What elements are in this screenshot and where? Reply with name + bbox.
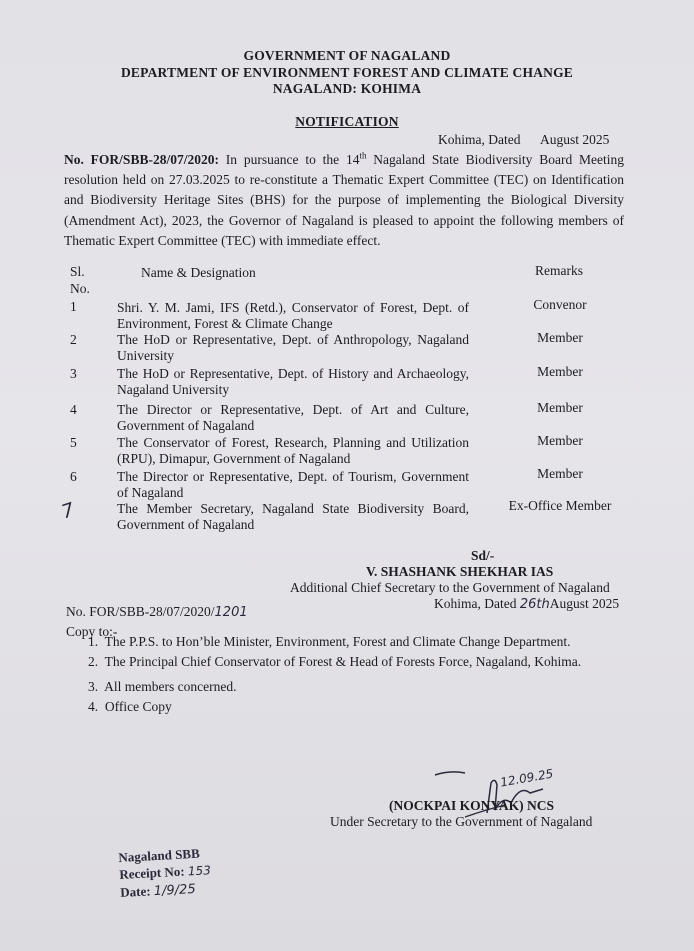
notification-ref-no: No. FOR/SBB-28/07/2020: — [64, 152, 219, 167]
copy-item-2: 2. The Principal Chief Conservator of Forest & Head of Forests Force, Nagaland, Kohima. — [88, 654, 582, 669]
notification-date: Kohima, Dated August 2025 — [438, 132, 610, 147]
row-1-remarks: Convenor — [533, 297, 587, 312]
col-header-name: Name & Designation — [141, 265, 256, 280]
receipt-date-handwritten: 1/9/25 — [153, 882, 197, 900]
col-header-sl: Sl. — [70, 264, 85, 279]
row-2-name: The HoD or Representative, Dept. of Anthropology, Nagaland University — [117, 332, 469, 363]
body-superscript: th — [359, 150, 367, 161]
receipt-number-handwritten: 153 — [187, 863, 212, 879]
receipt-number-label: Receipt No: — [118, 863, 185, 882]
receipt-stamp — [118, 844, 212, 902]
row-7-name: The Member Secretary, Nagaland State Biodiversity Board, Government of Nagaland — [117, 501, 469, 532]
body-text-b: Nagaland State Biodiversity Board Meeting resolution held on 27.03.2025 to re-constitute a Thematic Expert Committee (TEC) on Identification and Biodiversity Heritage Sites (BHS) for the purpose of implementing the Biological Diversity (Amendment Act), 2023, the Governor of Nagaland is pleased to appoint the following members of Thematic Expert Committee (TEC) with immediate effect. — [64, 152, 625, 248]
copy-ref-no — [66, 604, 248, 620]
copy-to-label: Copy to:- — [66, 624, 118, 639]
row-4-sl: 4 — [70, 402, 77, 417]
row-7-sl-handwritten: 7 — [58, 498, 78, 524]
row-2-remarks: Member — [537, 330, 583, 345]
row-5-remarks: Member — [537, 433, 583, 448]
row-2-sl: 2 — [70, 332, 77, 347]
header-department: DEPARTMENT OF ENVIRONMENT FOREST AND CLIMATE CHANGE — [120, 65, 574, 80]
row-4-name: The Director or Representative, Dept. of Art and Culture, Government of Nagaland — [117, 402, 469, 433]
signatory-name: V. SHASHANK SHEKHAR IAS — [366, 564, 554, 579]
receipt-org: Nagaland SBB — [118, 845, 201, 865]
row-3-remarks: Member — [537, 364, 583, 379]
under-secretary-name: (NOCKPAI KONYAK) NCS — [389, 798, 555, 813]
signatory-date-suffix: August 2025 — [549, 596, 620, 611]
copy-item-4: 4. Office Copy — [88, 699, 172, 714]
copy-ref-no-handwritten: 1201 — [214, 605, 248, 620]
col-header-remarks: Remarks — [535, 263, 583, 278]
signatory-date-prefix: Kohima, Dated — [434, 596, 517, 611]
row-7-remarks: Ex-Office Member — [508, 498, 612, 513]
row-6-name: The Director or Representative, Dept. of Tourism, Government of Nagaland — [117, 469, 469, 500]
notification-title: NOTIFICATION — [295, 114, 399, 129]
copy-ref-no-printed: No. FOR/SBB-28/07/2020/ — [66, 604, 215, 619]
body-text-a: In pursuance to the 14 — [218, 152, 360, 167]
copy-item-3: 3. All members concerned. — [88, 679, 237, 694]
header-location: NAGALAND: KOHIMA — [272, 81, 422, 96]
row-6-sl: 6 — [70, 469, 77, 484]
receipt-date-label: Date: — [119, 883, 151, 900]
receipt-date-line — [120, 879, 212, 902]
row-5-name: The Conservator of Forest, Research, Planning and Utilization (RPU), Dimapur, Government of Nagaland — [117, 435, 469, 466]
row-4-remarks: Member — [537, 400, 583, 415]
row-6-remarks: Member — [537, 466, 583, 481]
row-3-sl: 3 — [70, 366, 77, 381]
copy-item-1: 1. The P.P.S. to Hon’ble Minister, Environment, Forest and Climate Change Department. — [88, 634, 571, 649]
row-5-sl: 5 — [70, 435, 77, 450]
signatory-designation: Additional Chief Secretary to the Government of Nagaland — [290, 580, 610, 595]
row-3-name: The HoD or Representative, Dept. of History and Archaeology, Nagaland University — [117, 366, 469, 397]
under-secretary-sign-date: 12.09.25 — [499, 766, 555, 790]
header-government: GOVERNMENT OF NAGALAND — [243, 48, 451, 63]
under-secretary-designation: Under Secretary to the Government of Nagaland — [330, 814, 593, 829]
signatory-date — [434, 596, 619, 612]
row-1-sl: 1 — [70, 299, 77, 314]
row-1-name: Shri. Y. M. Jami, IFS (Retd.), Conservator of Forest, Dept. of Environment, Forest & Climate Change — [117, 300, 469, 331]
col-header-no: No. — [70, 281, 90, 296]
signatory-date-handwritten: 26th — [519, 597, 550, 612]
sd-mark: Sd/- — [471, 548, 495, 563]
notification-body — [64, 150, 624, 251]
